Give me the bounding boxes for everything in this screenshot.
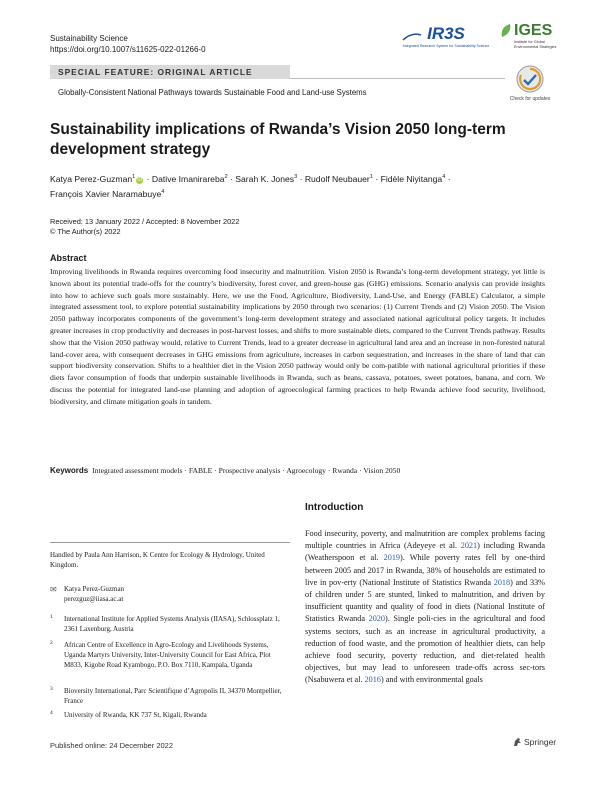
- iges-logo-text: IGES: [514, 22, 553, 39]
- doi-link[interactable]: https://doi.org/10.1007/s11625-022-01266-0: [50, 45, 206, 54]
- affiliation-number: 3: [50, 686, 53, 692]
- handled-by-note: Handled by Paula Ann Harrison, K Centre for Ecology & Hydrology, United Kingdom.: [50, 551, 265, 569]
- ir3s-logo-text: IR3S: [427, 24, 465, 43]
- orcid-icon[interactable]: iD: [137, 176, 143, 183]
- springer-logo: [512, 737, 556, 747]
- affiliation-2: [50, 640, 290, 670]
- abstract-text: Improving livelihoods in Rwanda requires overcoming food insecurity and malnutrition. Vision 2050 is Rwanda’s long-term development strategy, yet little is known about its potential trade-offs for the country’s biodiversity, forest cover, and green-house gas (GHG) emissions. Scenario analysis can provide insights into how to achieve such goals more sustainably. Here, we use the Food, Agriculture, Biodiversity, Land-Use, and Energy (FABLE) Calculator, a simple integrated assessment tool, to explore potential sustainability implications by 2050 through two scenarios: (1) Current Trends and (2) Vision 2050. The Vision 2050 pathway incorporates components of the government’s long-term development strategy and associated national agricultural policy targets. It includes greater increases in crop productivity and decreases in post-harvest losses, and shifts to more sustainable diets, compared to the Current Trends pathway. Results show that the Vision 2050 pathway would, relative to Current Trends, lead to a greater decrease in agricultural land area and an increase in non-forested natural land-cover area, with consequent decreases in GHG emissions from agriculture, increases in carbon sequestration, and increases in the share of land that can support biodiversity conservation. Shifts to a healthier diet in the Vision 2050 pathway would only be com-patible with national agricultural priorities if these diets favor consumption of foods that underpin sustainable livelihoods in Rwanda, such as beans, cassava, potatoes, sweet potatoes, banana, and corn. We discuss the potential for integrated land-use planning and adoption of agroecological farming practices to help Rwanda achieve food security, livelihood, biodiversity, and climate mitigation goals in tandem.: [50, 267, 545, 406]
- keywords-label: Keywords: [50, 466, 89, 475]
- citation-link[interactable]: 2018: [493, 577, 511, 587]
- article-title: Sustainability implications of Rwanda’s Vision 2050 long-term development strategy: [50, 121, 506, 158]
- journal-name: Sustainability Science: [50, 34, 128, 43]
- affiliation-4: [50, 710, 290, 720]
- iges-leaf-icon: [500, 23, 512, 39]
- citation-link[interactable]: 2020: [368, 614, 385, 624]
- springer-text: Springer: [524, 737, 557, 747]
- intro-text-segment: Food insecurity, poverty, and malnutrition are complex problems facing multiple countries in Africa (Adeyeye et al.: [305, 529, 545, 551]
- author-name[interactable]: François Xavier Naramabuye: [50, 188, 162, 199]
- citation-link[interactable]: 2016: [364, 675, 381, 685]
- corresponding-author: [64, 584, 124, 604]
- banner-divider: [290, 78, 505, 79]
- journal-header: [50, 33, 206, 55]
- author-name[interactable]: · Rudolf Neubauer: [297, 173, 370, 184]
- affiliation-text: University of Rwanda, KK 737 St, Kigali, Rwanda: [64, 711, 207, 719]
- author-name[interactable]: · Sarah K. Jones: [227, 173, 295, 184]
- affiliation-number: 4: [50, 710, 53, 716]
- abstract-heading: Abstract: [50, 253, 87, 263]
- check-for-updates-icon[interactable]: [512, 63, 548, 99]
- iges-logo: [500, 22, 558, 56]
- affiliation-marker: 2: [224, 174, 228, 180]
- affiliation-text: International Institute for Applied Systems Analysis (IIASA), Schlossplatz 1, 2361 Laxenburg, Austria: [64, 615, 280, 633]
- affiliation-marker: 3: [294, 174, 298, 180]
- envelope-icon: ✉: [50, 585, 57, 594]
- intro-text-segment: ) including Rwanda (Weatherspoon et al.: [305, 541, 545, 563]
- introduction-text: [305, 528, 545, 687]
- received-accepted: Received: 13 January 2022 / Accepted: 8 November 2022: [50, 217, 240, 226]
- affiliation-marker: 4: [442, 174, 446, 180]
- corresponding-author-email[interactable]: perezguz@iiasa.ac.at: [64, 595, 124, 603]
- intro-text-segment: ) and with environmental goals: [380, 675, 483, 685]
- iges-logo-subtitle: Institute for Global Environmental Strategies: [514, 40, 557, 49]
- ir3s-logo: [402, 24, 490, 58]
- affiliation-1: [50, 614, 290, 634]
- collection-title: Globally-Consistent National Pathways towards Sustainable Food and Land-use Systems: [58, 88, 367, 97]
- keywords-text: Integrated assessment models · FABLE · Prospective analysis · Agroecology · Rwanda · Vision 2050: [92, 466, 401, 475]
- affiliation-marker: 4: [161, 188, 165, 195]
- published-online: Published online: 24 December 2022: [50, 741, 173, 750]
- copyright: © The Author(s) 2022: [50, 227, 121, 236]
- ir3s-swoosh-icon: [402, 32, 422, 42]
- springer-horse-icon: [512, 737, 522, 747]
- citation-link[interactable]: 2021: [460, 541, 478, 551]
- affiliation-marker: 1: [369, 174, 373, 180]
- intro-text-segment: ). While poverty rates fell by one-third between 2005 and 2017 in Rwanda, 38% of households are estimated to live in pov-erty (National Institute of Statistics Rwanda: [305, 553, 545, 587]
- introduction-heading: Introduction: [305, 502, 364, 513]
- citation-link[interactable]: 2019: [383, 553, 400, 563]
- author-name[interactable]: · Dative Imanirareba: [144, 173, 225, 184]
- article-dates: [50, 217, 239, 237]
- affiliation-text: Bioversity International, Parc Scientifique d’Agropolis II, 34370 Montpellier, France: [64, 687, 282, 705]
- author-list: Katya Perez-Guzman$^1$ iD · Dative Imanirareba$^2$ · Sarah K. Jones$^3$ · Rudolf Neubauer$^1$ · Fidèle Niyitanga$^4$ · François Xavier Naramabuye$^4$: [50, 173, 451, 199]
- keywords: [50, 466, 545, 475]
- author-name[interactable]: Katya Perez-Guzman: [50, 173, 133, 184]
- affiliation-3: [50, 686, 290, 706]
- affiliation-text: African Centre of Excellence in Agro-Ecology and Livelihoods Systems, Uganda Martyrs University, Inter-University Council for East Africa, Plot M833, Kigobe Road Kyambogo, P.O. Box 7110, Kampala, Uganda: [64, 641, 271, 669]
- ir3s-logo-subtitle: Integrated Research System for Sustainability Science: [402, 44, 490, 48]
- affiliation-marker: 1: [132, 174, 136, 180]
- affiliation-number: 1: [50, 614, 53, 620]
- intro-text-segment: ) and 33% of children under 5 are stunted, linked to malnutrition, and driven by insufficient quantity and quality of food in diets (National Institute of Statistics Rwanda: [305, 577, 545, 624]
- affiliation-number: 2: [50, 640, 53, 646]
- check-for-updates-label[interactable]: Check for updates: [509, 96, 551, 102]
- intro-text-segment: ). Single poli-cies in the agricultural and food systems sectors, such as an increase in agricultural productivity, a reduction of food waste, and the promotion of healthier diets, can help achieve food security, poverty reduction, and diet-related health objectives, but may lead to unforeseen trade-offs across sec-tors (Nsabuwera et al.: [305, 614, 546, 685]
- corresponding-author-name: Katya Perez-Guzman: [64, 585, 125, 593]
- author-name[interactable]: · Fidèle Niyitanga: [372, 173, 443, 184]
- footnote-divider: [50, 542, 290, 543]
- special-feature-banner: SPECIAL FEATURE: ORIGINAL ARTICLE: [50, 65, 290, 79]
